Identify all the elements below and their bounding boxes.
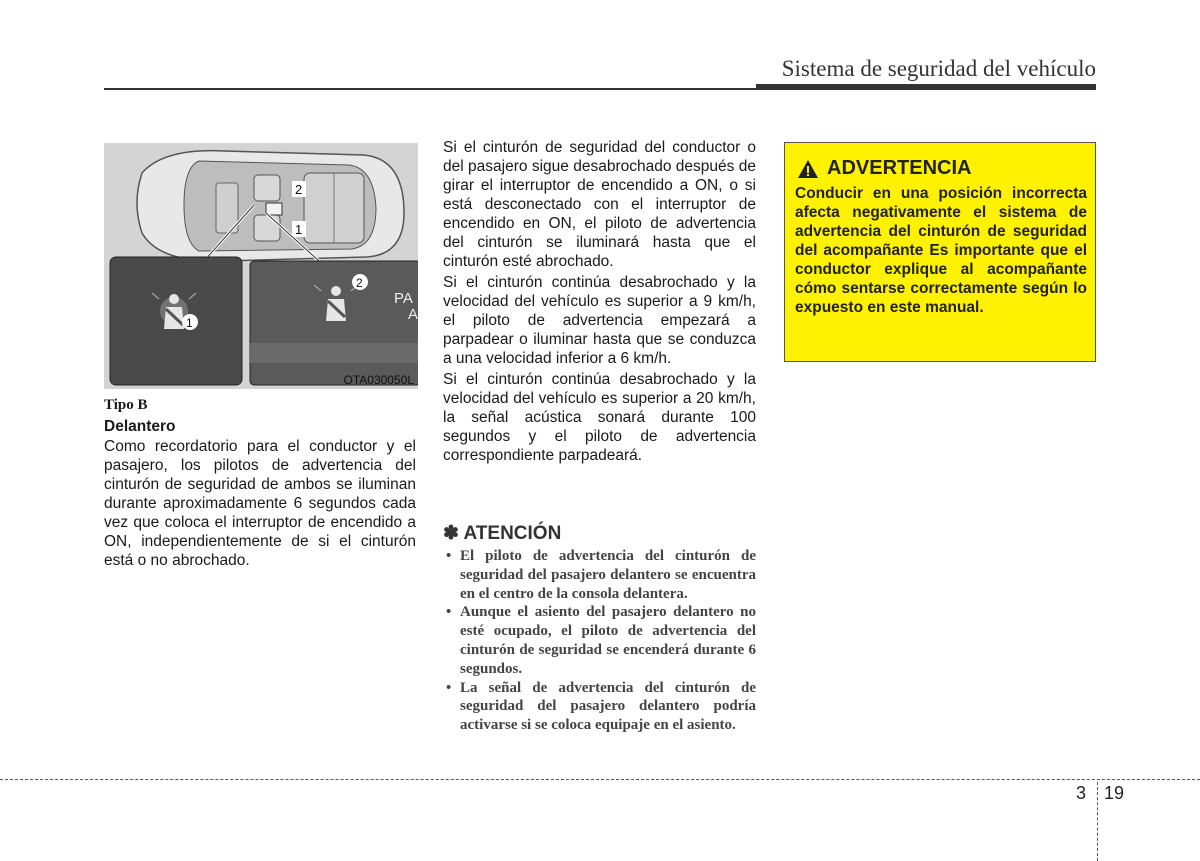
list-item xyxy=(443,679,756,735)
car-callout-2: 2 xyxy=(295,182,303,197)
subheading: Delantero xyxy=(104,418,176,435)
panel-callout-2: 2 xyxy=(356,276,363,290)
warning-header xyxy=(797,157,971,180)
seatbelt-warning-figure xyxy=(104,143,418,389)
figure-code: OTA030050L xyxy=(343,373,414,387)
header-rule-thick xyxy=(756,84,1096,90)
warning-triangle-icon xyxy=(797,159,819,179)
warning-text: Conducir en una posición incorrecta afecta negativamente el sistema de advertencia del cinturón de seguridad del acompañante Es importante que el conductor explique al acompañante cómo sentarse correctamente según lo expuesto en este manual. xyxy=(795,185,1087,316)
attention-list xyxy=(443,547,756,735)
list-item-text: El piloto de advertencia del cinturón de seguridad del pasajero delantero se encuentra en el centro de la consola delantera. xyxy=(460,548,756,602)
footer-divider xyxy=(0,779,1200,780)
bullet: • xyxy=(446,548,452,564)
warning-box xyxy=(784,142,1096,362)
list-item-text: La señal de advertencia del cinturón de seguridad del pasajero delantero podría activarse si se coloca equipaje en el asiento. xyxy=(460,679,756,734)
left-column xyxy=(104,396,416,570)
list-item-text: Aunque el asiento del pasajero delantero no esté ocupado, el piloto de advertencia del cinturón de seguridad se encenderá durante 6 segundos. xyxy=(460,604,756,677)
section-title: Sistema de seguridad del vehículo xyxy=(781,56,1096,81)
bullet: • xyxy=(446,604,452,621)
list-item xyxy=(443,603,756,678)
attention-title: ✽ ATENCIÓN xyxy=(443,523,562,544)
list-item xyxy=(443,547,756,603)
header-rule-thin xyxy=(104,88,756,90)
paragraph: Si el cinturón continúa desabrochado y la velocidad del vehículo es superior a 9 km/h, el piloto de advertencia empezará a parpadear o iluminar hasta que se conduzca a una velocidad inferior a 6 km/h. xyxy=(443,274,756,367)
left-paragraph: Como recordatorio para el conductor y el pasajero, los pilotos de advertencia del cinturón de seguridad de ambos se iluminan durante aproximadamente 6 segundos cada vez que coloca el interruptor de encendido a ON, independientemente de si el cinturón está o no abrochado. xyxy=(104,438,416,569)
panel-label-partial: PA xyxy=(394,290,413,307)
footer-vertical-divider xyxy=(1097,782,1098,861)
chapter-number: 3 xyxy=(1076,783,1087,803)
attention-section xyxy=(443,524,756,735)
car-callout-1: 1 xyxy=(295,222,303,237)
page-number: 19 xyxy=(1104,783,1125,803)
bullet: • xyxy=(446,679,452,696)
car-top-view-illustration xyxy=(104,143,418,389)
warning-title: ADVERTENCIA xyxy=(827,157,972,179)
middle-column xyxy=(443,138,756,467)
type-label: Tipo B xyxy=(104,397,148,413)
panel-callout-1: 1 xyxy=(186,316,193,330)
paragraph: Si el cinturón continúa desabrochado y la velocidad del vehículo es superior a 20 km/h, la señal acústica sonará durante 100 segundos y el piloto de advertencia correspondiente parpadeará. xyxy=(443,371,756,464)
paragraph: Si el cinturón de seguridad del conductor o del pasajero sigue desabrochado después de girar el interruptor de encendido a ON, o si está desconectado con el interruptor de encendido en ON, el piloto de advertencia del cinturón se iluminará hasta que el cinturón esté abrochado. xyxy=(443,139,756,270)
panel-label-partial-2: A xyxy=(408,306,418,323)
